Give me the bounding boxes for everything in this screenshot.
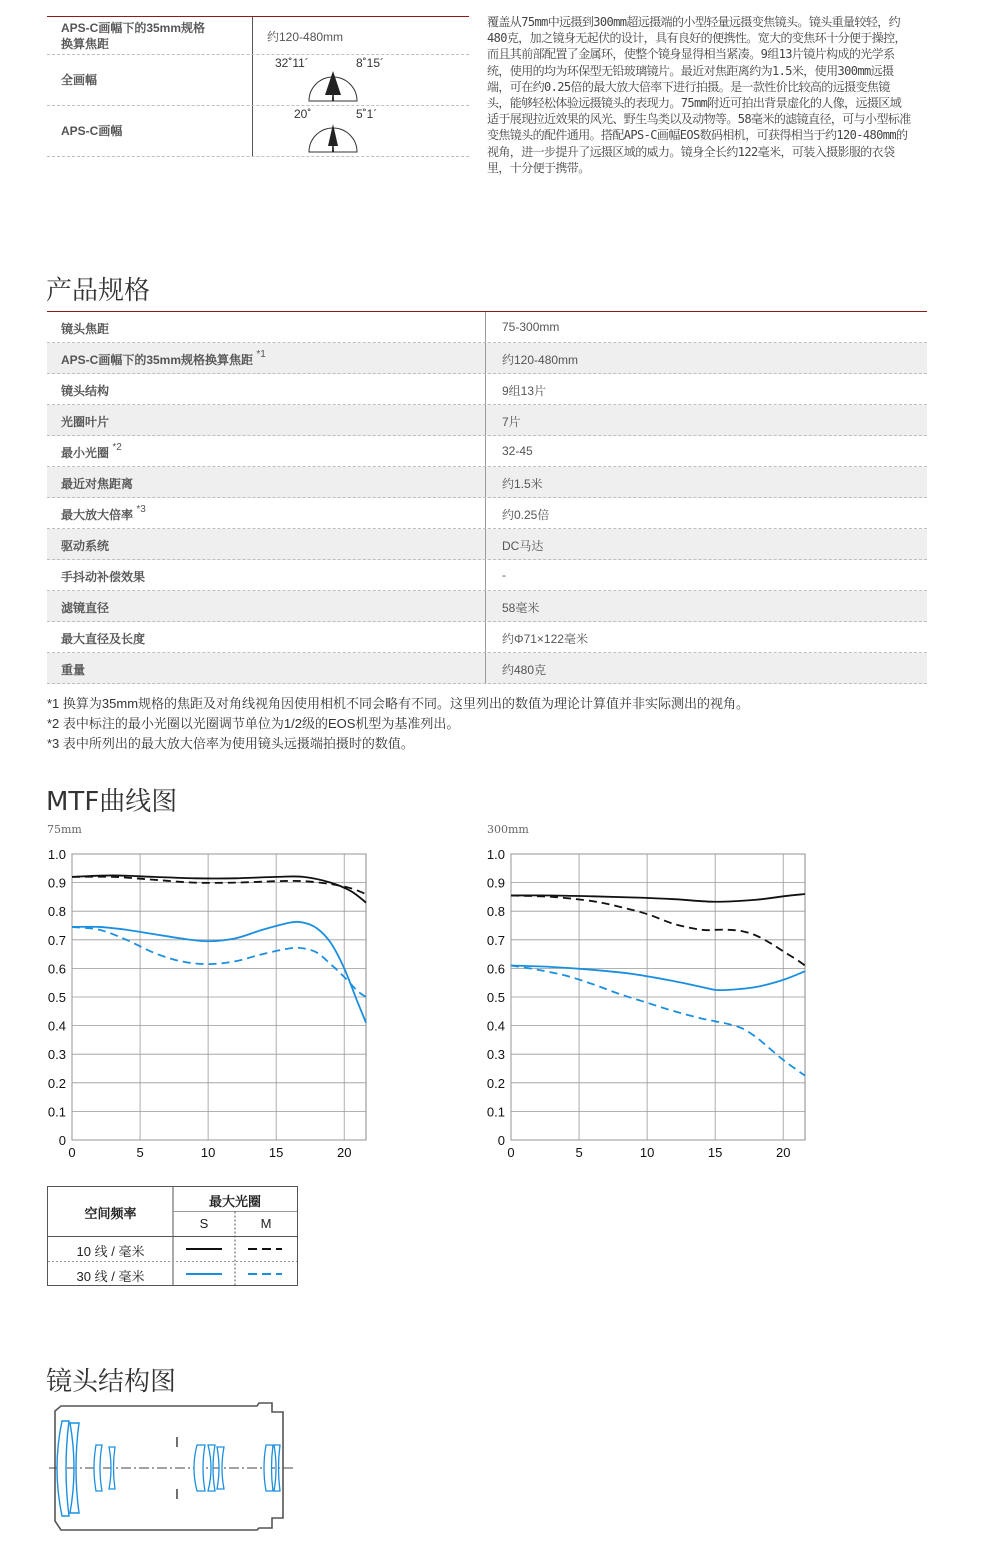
x-tick-label: 0 bbox=[68, 1145, 76, 1160]
spec-key: 最近对焦距离 bbox=[61, 477, 134, 491]
spec-note: *1 换算为35mm规格的焦距及对角线视角因使用相机不同会略有不同。这里列出的数值为理论计算值并非实际测出的视角。 bbox=[47, 696, 750, 711]
spec-value: - bbox=[502, 568, 506, 582]
x-tick-label: 20 bbox=[336, 1145, 352, 1160]
angle-row-aps-c-equivalent bbox=[47, 17, 469, 55]
y-tick-label: 0.1 bbox=[47, 1104, 66, 1120]
x-tick-label: 10 bbox=[639, 1145, 655, 1160]
mtf-chart-300mm-title: 300mm bbox=[487, 823, 529, 836]
legend-m-label: M bbox=[260, 1216, 272, 1231]
y-tick-label: 0.4 bbox=[47, 1018, 66, 1034]
spec-key: 光圈叶片 bbox=[61, 415, 110, 429]
spec-key: 镜头焦距 bbox=[61, 322, 110, 336]
legend-row-10lines: 10 线 / 毫米 bbox=[76, 1244, 145, 1259]
y-tick-label: 0.1 bbox=[486, 1104, 505, 1120]
legend-row-30lines: 30 线 / 毫米 bbox=[76, 1269, 145, 1284]
spec-value: 32-45 bbox=[502, 444, 533, 458]
spec-value: 9组13片 bbox=[502, 384, 547, 398]
angle-row-label: APS-C画幅 bbox=[61, 124, 123, 138]
angle-of-view-table bbox=[47, 16, 469, 157]
y-tick-label: 1.0 bbox=[486, 847, 505, 862]
spec-value: 约0.25倍 bbox=[502, 508, 550, 522]
y-tick-label: 0.5 bbox=[47, 990, 66, 1005]
angle-wide-value: 20˚ bbox=[294, 107, 312, 121]
mtf-chart-75mm-title: 75mm bbox=[47, 823, 82, 836]
angle-row-label: APS-C画幅下的35mm规格换算焦距 bbox=[61, 21, 206, 51]
y-tick-label: 0.6 bbox=[47, 961, 66, 977]
spec-value: 75-300mm bbox=[502, 320, 560, 334]
spec-key: APS-C画幅下的35mm规格换算焦距 $^{*1}$ bbox=[61, 349, 266, 367]
mtf-section-title: MTF曲线图 bbox=[46, 787, 178, 817]
x-tick-label: 20 bbox=[775, 1145, 791, 1160]
angle-tele-value: 5˚1´ bbox=[356, 107, 378, 121]
y-tick-label: 1.0 bbox=[47, 847, 66, 862]
spec-key: 滤镜直径 bbox=[61, 601, 110, 615]
spec-key: 重量 bbox=[61, 663, 86, 677]
x-tick-label: 5 bbox=[136, 1145, 144, 1160]
spec-note: *2 表中标注的最小光圈以光圈调节单位为1/2级的EOS机型为基准列出。 bbox=[47, 716, 460, 731]
y-tick-label: 0 bbox=[497, 1133, 505, 1148]
x-tick-label: 10 bbox=[200, 1145, 216, 1160]
legend-aperture-header: 最大光圈 bbox=[208, 1194, 261, 1209]
mtf-legend bbox=[47, 1186, 298, 1286]
spec-key: 手抖动补偿效果 bbox=[61, 570, 146, 584]
y-tick-label: 0.7 bbox=[486, 932, 505, 948]
spec-row bbox=[47, 560, 927, 591]
spec-footnote-marker: *1 bbox=[256, 349, 266, 360]
spec-footnote-marker: *2 bbox=[112, 442, 122, 453]
lens-structure-diagram bbox=[47, 1401, 297, 1536]
angle-row-full-frame bbox=[47, 55, 469, 106]
spec-row bbox=[47, 312, 927, 343]
spec-row bbox=[47, 653, 927, 684]
product-description: 覆盖从75mm中远摄到300mm超远摄端的小型轻量远摄变焦镜头。镜头重量较轻，约480克，加之镜身无起伏的设计，具有良好的便携性。宽大的变焦环十分便于操控，而且其前部配置了金属环，使整个镜身显得相当紧凑。9组13片镜片构成的光学系统，使用的均为环保型无铅玻璃镜片。最近对焦距离约为1.5米，使用300mm远摄端，可在约0.25倍的最大放大倍率下进行拍摄。是一款性价比较高的远摄变焦镜头，能够轻松体验远摄镜头的表现力。75mm附近可拍出背景虚化的人像，远摄区域适于展现拉近效果的风光、野生鸟类以及动物等。58毫米的滤镜直径，可与小型标准变焦镜头的配件通用。搭配APS-C画幅EOS数码相机，可获得相当于约120-480mm的视角，进一步提升了远摄区域的威力。镜身全长约122毫米，可装入摄影服的衣袋里，十分便于携带。 bbox=[487, 15, 911, 175]
spec-row bbox=[47, 436, 927, 467]
angle-of-view-diagram bbox=[305, 116, 361, 154]
mtf-chart-75mm bbox=[40, 840, 380, 1165]
spec-key: 最小光圈 $^{*2}$ bbox=[61, 442, 122, 460]
y-tick-label: 0.2 bbox=[486, 1075, 505, 1091]
spec-key: 驱动系统 bbox=[61, 539, 110, 553]
spec-key: 最大放大倍率 $^{*3}$ bbox=[61, 504, 146, 522]
legend-freq-header: 空间频率 bbox=[84, 1206, 137, 1221]
y-tick-label: 0.5 bbox=[486, 990, 505, 1005]
y-tick-label: 0.2 bbox=[47, 1075, 66, 1091]
x-tick-label: 5 bbox=[575, 1145, 583, 1160]
spec-note: *3 表中所列出的最大放大倍率为使用镜头远摄端拍摄时的数值。 bbox=[47, 736, 414, 751]
spec-value: 7片 bbox=[502, 415, 521, 429]
spec-value: DC马达 bbox=[502, 539, 544, 553]
y-tick-label: 0 bbox=[58, 1133, 66, 1148]
structure-section-title: 镜头结构图 bbox=[46, 1367, 177, 1397]
spec-row bbox=[47, 622, 927, 653]
angle-row-value: 约120-480mm bbox=[267, 30, 344, 44]
y-tick-label: 0.6 bbox=[486, 961, 505, 977]
y-tick-label: 0.8 bbox=[486, 904, 505, 920]
angle-tele-value: 8˚15´ bbox=[356, 56, 385, 70]
spec-row bbox=[47, 405, 927, 436]
angle-row-label: 全画幅 bbox=[61, 73, 98, 87]
x-tick-label: 0 bbox=[507, 1145, 515, 1160]
x-tick-label: 15 bbox=[268, 1145, 284, 1160]
mtf-chart-300mm bbox=[479, 840, 819, 1165]
legend-s-label: S bbox=[199, 1216, 209, 1231]
spec-row bbox=[47, 498, 927, 529]
spec-footnote-marker: *3 bbox=[136, 504, 146, 515]
spec-value: 约1.5米 bbox=[502, 477, 543, 491]
y-tick-label: 0.3 bbox=[486, 1047, 505, 1063]
spec-row bbox=[47, 374, 927, 405]
x-tick-label: 15 bbox=[707, 1145, 723, 1160]
spec-row bbox=[47, 529, 927, 560]
y-tick-label: 0.8 bbox=[47, 904, 66, 920]
angle-row-aps-c bbox=[47, 106, 469, 157]
spec-value: 约480克 bbox=[502, 663, 547, 677]
spec-section-title: 产品规格 bbox=[46, 276, 151, 306]
y-tick-label: 0.4 bbox=[486, 1018, 505, 1034]
spec-row bbox=[47, 343, 927, 374]
angle-wide-value: 32˚11´ bbox=[275, 56, 309, 70]
spec-value: 58毫米 bbox=[502, 601, 540, 615]
spec-key: 镜头结构 bbox=[61, 384, 110, 398]
spec-row bbox=[47, 591, 927, 622]
spec-notes bbox=[47, 694, 749, 754]
y-tick-label: 0.7 bbox=[47, 932, 66, 948]
spec-value: 约120-480mm bbox=[502, 353, 579, 367]
y-tick-label: 0.9 bbox=[486, 875, 505, 891]
y-tick-label: 0.3 bbox=[47, 1047, 66, 1063]
y-tick-label: 0.9 bbox=[47, 875, 66, 891]
spec-row bbox=[47, 467, 927, 498]
spec-key: 最大直径及长度 bbox=[61, 632, 146, 646]
spec-value: 约Φ71×122毫米 bbox=[502, 632, 588, 646]
spec-table bbox=[47, 311, 927, 684]
angle-of-view-diagram bbox=[305, 65, 361, 103]
